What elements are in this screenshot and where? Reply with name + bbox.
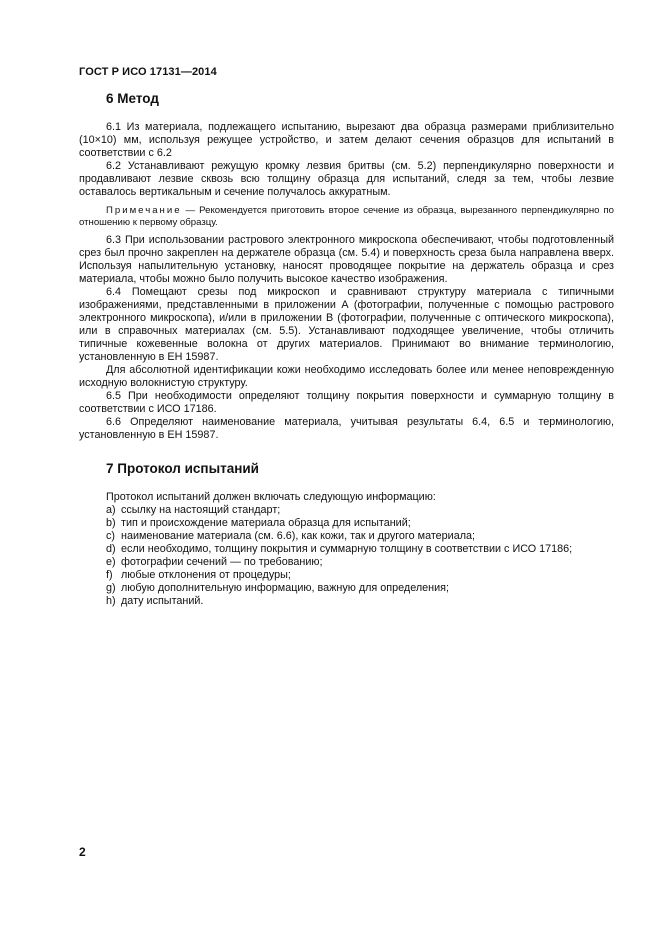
list-item bbox=[79, 582, 614, 595]
list-item bbox=[79, 517, 614, 530]
section-6-body bbox=[79, 121, 614, 442]
requirements-list bbox=[79, 504, 614, 608]
list-item-marker: f) bbox=[106, 569, 113, 581]
section-7-intro: Протокол испытаний должен включать следующую информацию: bbox=[106, 491, 436, 503]
list-item-marker: e) bbox=[106, 556, 116, 568]
list-item-text: любую дополнительную информацию, важную для определения; bbox=[121, 582, 449, 594]
list-item-text: дату испытаний. bbox=[121, 595, 204, 607]
list-item bbox=[79, 543, 614, 556]
document-header: ГОСТ Р ИСО 17131—2014 bbox=[79, 66, 217, 78]
paragraph-6-4-continued: Для абсолютной идентификации кожи необходимо исследовать более или менее неповрежденную исходную волокнистую структуру. bbox=[79, 364, 614, 389]
note-text: — Рекомендуется приготовить второе сечение из образца, вырезанного перпендикулярно по отношению к первому образцу. bbox=[79, 205, 614, 228]
list-item-text: любые отклонения от процедуры; bbox=[121, 569, 291, 581]
list-item bbox=[79, 569, 614, 582]
section-7-body bbox=[79, 491, 614, 608]
paragraph-6-5: 6.5 При необходимости определяют толщину покрытия поверхности и суммарную толщину в соответствии с ИСО 17186. bbox=[79, 390, 614, 415]
paragraph-6-4: 6.4 Помещают срезы под микроскоп и сравнивают структуру материала с типичными изображениями, представленными в приложении А (фотографии, полученные с помощью растрового электронного микроскопа), и/или в приложении В (фотографии, полученные с оптического микроскопа), или в справочных материалах (см. 5.5). Устанавливают подходящее увеличение, чтобы отличить типичные кожевенные волокна от других материалов. Принимают во внимание терминологию, установленную в ЕН 15987. bbox=[79, 286, 614, 363]
list-item bbox=[79, 595, 614, 608]
section-7-title: 7 Протокол испытаний bbox=[106, 461, 259, 476]
list-item-text: ссылку на настоящий стандарт; bbox=[121, 504, 281, 516]
list-item-marker: h) bbox=[106, 595, 116, 607]
list-item-marker: c) bbox=[106, 530, 115, 542]
note-label: Примечание bbox=[106, 205, 182, 216]
note bbox=[79, 205, 614, 229]
page-number: 2 bbox=[79, 845, 86, 859]
list-item bbox=[79, 556, 614, 569]
paragraph-6-1: 6.1 Из материала, подлежащего испытанию, вырезают два образца размерами приблизительно (10×10) мм, используя режущее устройство, и затем делают сечения образцов для испытаний в соответствии с 6.2 bbox=[79, 121, 614, 159]
list-item bbox=[79, 530, 614, 543]
list-item-text: наименование материала (см. 6.6), как кожи, так и другого материала; bbox=[121, 530, 476, 542]
list-item-marker: b) bbox=[106, 517, 116, 529]
list-item-marker: g) bbox=[106, 582, 116, 594]
paragraph-6-2: 6.2 Устанавливают режущую кромку лезвия бритвы (см. 5.2) перпендикулярно поверхности и продавливают лезвие сквозь всю толщину образца для испытаний, следя за тем, чтобы лезвие оставалось вертикальным и сечение получалось аккуратным. bbox=[79, 160, 614, 198]
list-item-text: фотографии сечений — по требованию; bbox=[121, 556, 323, 568]
list-item bbox=[79, 504, 614, 517]
list-item-text: если необходимо, толщину покрытия и суммарную толщину в соответствии с ИСО 17186; bbox=[121, 543, 573, 555]
list-item-marker: a) bbox=[106, 504, 116, 516]
paragraph-6-6: 6.6 Определяют наименование материала, учитывая результаты 6.4, 6.5 и терминологию, установленную в ЕН 15987. bbox=[79, 416, 614, 441]
section-6-title: 6 Метод bbox=[106, 91, 159, 106]
list-item-text: тип и происхождение материала образца для испытаний; bbox=[121, 517, 411, 529]
list-item-marker: d) bbox=[106, 543, 116, 555]
paragraph-6-3: 6.3 При использовании растрового электронного микроскопа обеспечивают, чтобы подготовленный срез был прочно закреплен на держателе образца (см. 5.4) и поверхность среза была направлена вверх. Используя напылительную установку, наносят проводящее покрытие на держатель образца и срез материала, чтобы можно было получить высокое качество изображения. bbox=[79, 234, 614, 285]
